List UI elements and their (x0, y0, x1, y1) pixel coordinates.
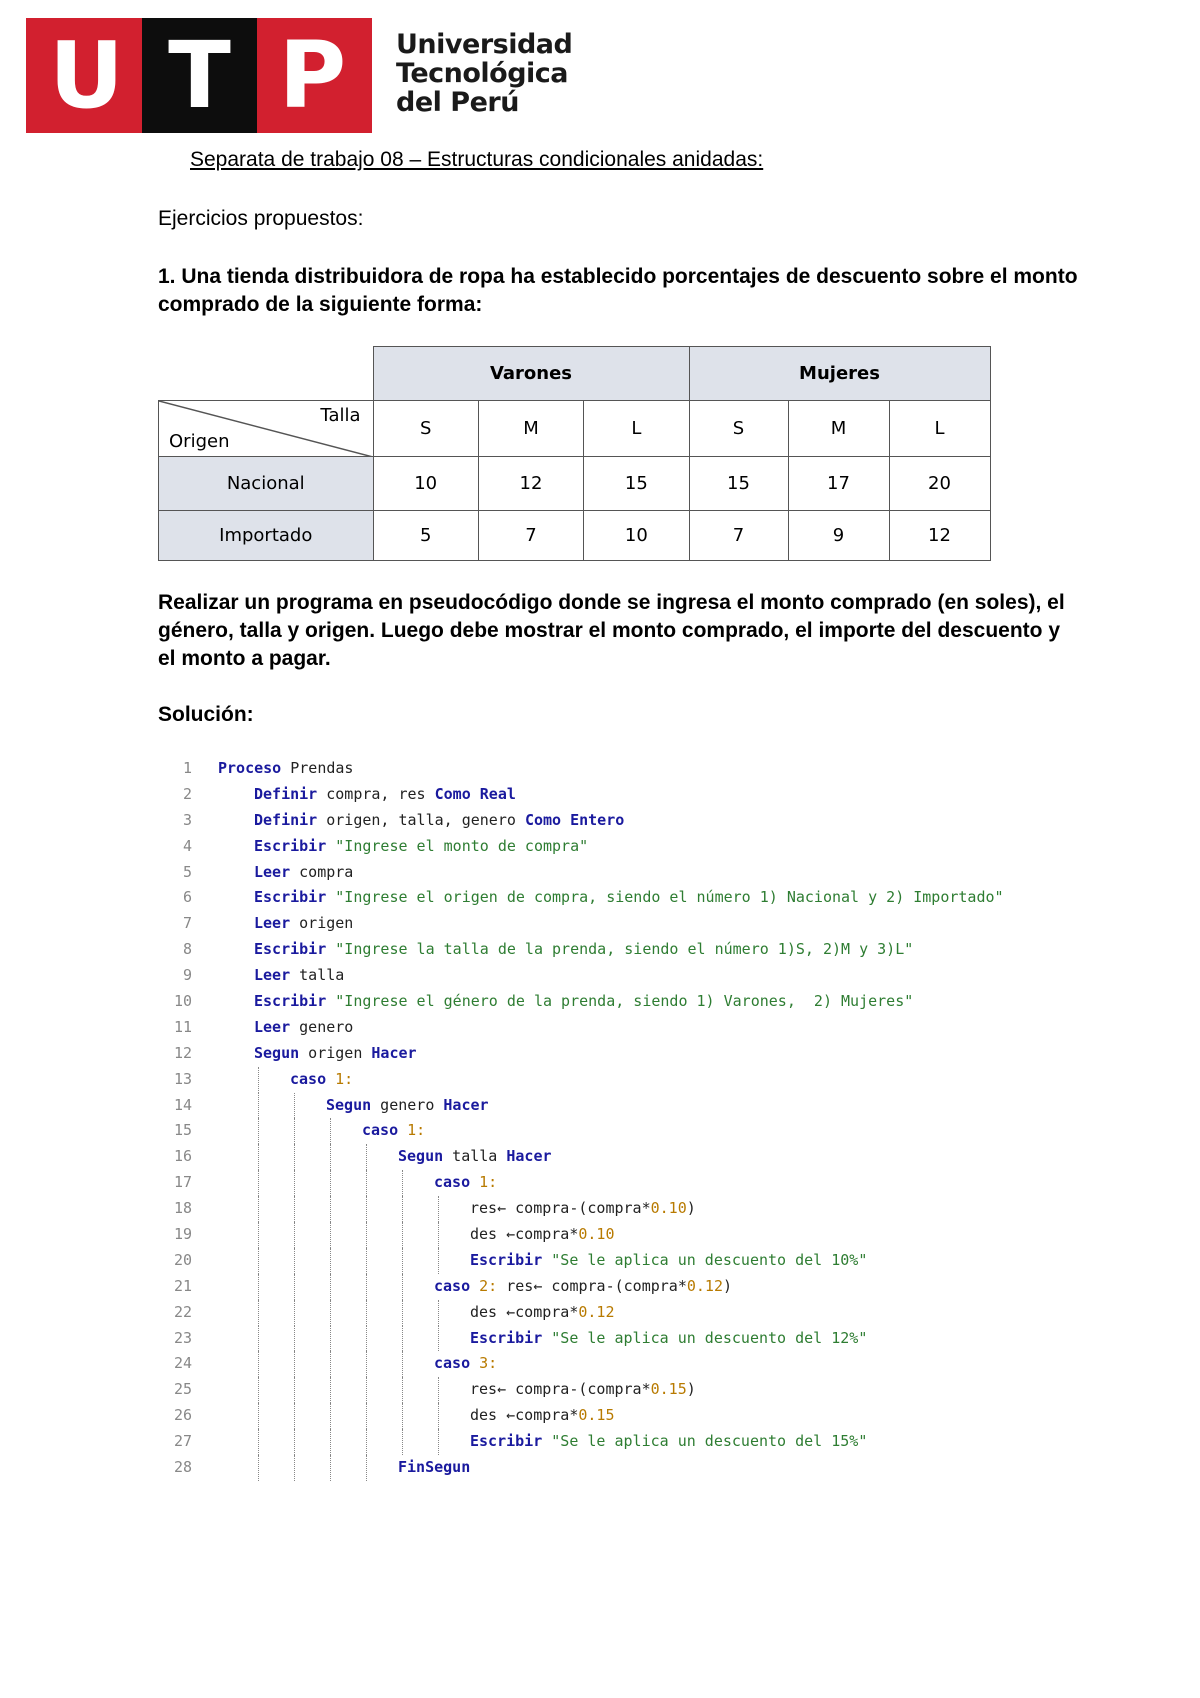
code-content (470, 1248, 867, 1274)
table-cell: 12 (889, 511, 990, 561)
indent-guide (438, 1403, 439, 1429)
code-number: 3: (470, 1354, 498, 1373)
group-header-mujeres: Mujeres (689, 347, 990, 401)
indent-guide (258, 1274, 259, 1300)
code-line (170, 834, 1004, 860)
indent-guide (330, 1222, 331, 1248)
code-content (254, 1015, 353, 1041)
code-content (434, 1351, 497, 1377)
code-string: "Ingrese la talla de la prenda, siendo el número 1)S, 2)M y 3)L" (326, 940, 914, 959)
line-number: 24 (173, 1354, 192, 1373)
table-row (159, 457, 991, 511)
code-keyword: Escribir (254, 992, 327, 1011)
indent-guide (438, 1377, 439, 1403)
code-content (254, 963, 344, 989)
code-number: 0.15 (650, 1380, 687, 1399)
indent-guide (294, 1170, 295, 1196)
code-content (470, 1326, 867, 1352)
indent-guide (366, 1429, 367, 1455)
indent-guide (366, 1144, 367, 1170)
code-text: genero (290, 1017, 354, 1036)
table-row (159, 511, 991, 561)
corner-talla-label: Talla (320, 405, 361, 426)
exercise-statement: 1. Una tienda distribuidora de ropa ha establecido porcentajes de descuento sobre el monto comprado de la siguiente forma: (158, 265, 1078, 316)
code-keyword: Leer (254, 862, 291, 881)
code-keyword: Como Real (434, 784, 516, 803)
indent-guide (258, 1248, 259, 1274)
code-number: 0.12 (686, 1276, 723, 1295)
code-number: 0.10 (578, 1225, 615, 1244)
indent-guide (438, 1429, 439, 1455)
line-number: 6 (182, 888, 192, 907)
indent-guide (294, 1455, 295, 1481)
indent-guide (402, 1248, 403, 1274)
code-text: talla (290, 966, 345, 985)
row-label-importado: Importado (159, 511, 374, 561)
code-content (434, 1274, 732, 1300)
code-line (170, 1015, 1004, 1041)
code-content (254, 834, 588, 860)
code-text: des ←compra* (470, 1302, 579, 1321)
code-content (470, 1222, 615, 1248)
indent-guide (366, 1351, 367, 1377)
table-cell: 15 (584, 457, 689, 511)
row-label-nacional: Nacional (159, 457, 374, 511)
indent-guide (330, 1403, 331, 1429)
indent-guide (258, 1326, 259, 1352)
indent-guide (294, 1274, 295, 1300)
indent-guide (258, 1170, 259, 1196)
code-number: 0.15 (578, 1406, 615, 1425)
code-text: origen (290, 914, 354, 933)
indent-guide (366, 1274, 367, 1300)
code-content (254, 808, 624, 834)
table-cell: 20 (889, 457, 990, 511)
group-header-varones: Varones (373, 347, 689, 401)
indent-guide (294, 1196, 295, 1222)
indent-guide (294, 1093, 295, 1119)
code-text: genero (371, 1095, 444, 1114)
table-cell: 9 (788, 511, 889, 561)
indent-guide (438, 1196, 439, 1222)
indent-guide (402, 1170, 403, 1196)
code-content (254, 885, 1004, 911)
code-content (470, 1403, 615, 1429)
code-line (170, 1041, 1004, 1067)
indent-guide (330, 1118, 331, 1144)
code-text: compra, res (317, 784, 435, 803)
code-keyword: Definir (254, 784, 318, 803)
code-text: des ←compra* (470, 1225, 579, 1244)
code-content (398, 1144, 552, 1170)
code-content (434, 1170, 497, 1196)
code-keyword: Leer (254, 1017, 291, 1036)
size-header: L (584, 401, 689, 457)
code-line (170, 1429, 1004, 1455)
code-keyword: Definir (254, 810, 318, 829)
line-number: 27 (173, 1432, 192, 1451)
corner-origen-label: Origen (169, 431, 230, 452)
code-keyword: FinSegun (398, 1458, 471, 1477)
indent-guide (294, 1222, 295, 1248)
code-keyword: caso (290, 1069, 327, 1088)
code-text: Prendas (281, 759, 354, 777)
indent-guide (402, 1274, 403, 1300)
line-number: 7 (182, 914, 192, 933)
table-corner-empty (159, 347, 374, 401)
indent-guide (402, 1300, 403, 1326)
logo-letter-t: T (168, 22, 231, 129)
code-line (170, 1093, 1004, 1119)
code-text: res← compra-(compra* (470, 1199, 651, 1218)
line-number: 5 (182, 862, 192, 881)
code-line (170, 1274, 1004, 1300)
document-title: Separata de trabajo 08 – Estructuras condicionales anidadas: (190, 148, 764, 171)
code-keyword: Segun (398, 1147, 444, 1166)
code-content (326, 1093, 489, 1119)
indent-guide (366, 1403, 367, 1429)
code-content (218, 756, 353, 782)
code-line (170, 1144, 1004, 1170)
code-string: "Se le aplica un descuento del 12%" (542, 1328, 868, 1347)
indent-guide (258, 1093, 259, 1119)
code-line (170, 989, 1004, 1015)
logo-letter-p: P (278, 22, 347, 129)
code-line (170, 1351, 1004, 1377)
table-corner-diagonal (159, 401, 374, 457)
table-cell: 12 (478, 457, 583, 511)
indent-guide (402, 1429, 403, 1455)
code-number: 1: (398, 1121, 426, 1140)
indent-guide (402, 1403, 403, 1429)
code-keyword: Hacer (506, 1147, 552, 1166)
line-number: 2 (182, 784, 192, 803)
indent-guide (294, 1144, 295, 1170)
table-cell: 5 (373, 511, 478, 561)
utp-logo (26, 18, 372, 133)
indent-guide (294, 1351, 295, 1377)
indent-guide (402, 1326, 403, 1352)
code-content (254, 989, 913, 1015)
line-number: 9 (182, 966, 192, 985)
table-cell: 7 (478, 511, 583, 561)
indent-guide (258, 1455, 259, 1481)
code-line (170, 860, 1004, 886)
size-header: M (788, 401, 889, 457)
code-string: "Ingrese el origen de compra, siendo el número 1) Nacional y 2) Importado" (326, 888, 1004, 907)
code-keyword: Escribir (470, 1250, 543, 1269)
line-number: 17 (173, 1173, 192, 1192)
code-content (398, 1455, 470, 1481)
indent-guide (294, 1403, 295, 1429)
indent-guide (258, 1067, 259, 1093)
university-name-line-1: Universidad (396, 29, 573, 60)
code-content (470, 1300, 615, 1326)
code-content (254, 937, 913, 963)
indent-guide (330, 1455, 331, 1481)
indent-guide (330, 1170, 331, 1196)
table-cell: 10 (373, 457, 478, 511)
code-text: compra (290, 862, 354, 881)
indent-guide (294, 1429, 295, 1455)
line-number: 22 (173, 1302, 192, 1321)
line-number: 4 (182, 836, 192, 855)
indent-guide (330, 1377, 331, 1403)
code-text: des ←compra* (470, 1406, 579, 1425)
indent-guide (258, 1222, 259, 1248)
indent-guide (330, 1196, 331, 1222)
code-line (170, 963, 1004, 989)
indent-guide (294, 1300, 295, 1326)
line-number: 20 (173, 1250, 192, 1269)
size-header: S (689, 401, 788, 457)
line-number: 10 (173, 992, 192, 1011)
indent-guide (258, 1196, 259, 1222)
code-keyword: caso (434, 1173, 471, 1192)
indent-guide (330, 1326, 331, 1352)
code-keyword: Proceso (218, 759, 282, 777)
code-line (170, 885, 1004, 911)
code-line (170, 808, 1004, 834)
size-header: S (373, 401, 478, 457)
indent-guide (438, 1300, 439, 1326)
indent-guide (366, 1222, 367, 1248)
code-keyword: Escribir (254, 836, 327, 855)
university-name-line-2: Tecnológica (396, 58, 569, 89)
code-line (170, 1377, 1004, 1403)
indent-guide (366, 1248, 367, 1274)
code-line (170, 1170, 1004, 1196)
code-line (170, 1067, 1004, 1093)
code-content (470, 1196, 696, 1222)
code-text: ) (686, 1380, 696, 1399)
code-text: ) (686, 1199, 696, 1218)
table-cell: 10 (584, 511, 689, 561)
indent-guide (366, 1300, 367, 1326)
table-cell: 17 (788, 457, 889, 511)
indent-guide (294, 1118, 295, 1144)
indent-guide (330, 1429, 331, 1455)
code-line (170, 782, 1004, 808)
university-name-line-3: del Perú (396, 87, 519, 118)
line-number: 19 (173, 1225, 192, 1244)
code-content (254, 782, 516, 808)
code-keyword: Leer (254, 966, 291, 985)
code-content (470, 1429, 867, 1455)
indent-guide (294, 1248, 295, 1274)
code-text: origen, talla, genero (317, 810, 525, 829)
code-content (290, 1067, 353, 1093)
code-content (254, 1041, 417, 1067)
indent-guide (330, 1274, 331, 1300)
line-number: 8 (182, 940, 192, 959)
indent-guide (402, 1351, 403, 1377)
line-number: 28 (173, 1458, 192, 1477)
logo-letter-u: U (49, 22, 124, 129)
code-keyword: Como Entero (524, 810, 625, 829)
line-number: 18 (173, 1199, 192, 1218)
code-line (170, 911, 1004, 937)
indent-guide (330, 1144, 331, 1170)
code-number: 0.10 (650, 1199, 687, 1218)
section-heading: Ejercicios propuestos: (158, 207, 364, 230)
code-line (170, 1326, 1004, 1352)
line-number: 12 (173, 1043, 192, 1062)
code-number: 1: (470, 1173, 498, 1192)
indent-guide (258, 1118, 259, 1144)
indent-guide (258, 1144, 259, 1170)
line-number: 1 (182, 759, 192, 777)
line-number: 23 (173, 1328, 192, 1347)
code-line (170, 937, 1004, 963)
line-number: 26 (173, 1406, 192, 1425)
code-text: res← compra-(compra* (497, 1276, 687, 1295)
indent-guide (438, 1222, 439, 1248)
code-keyword: Escribir (254, 940, 327, 959)
code-string: "Ingrese el género de la prenda, siendo 1) Varones, 2) Mujeres" (326, 992, 914, 1011)
indent-guide (402, 1222, 403, 1248)
indent-guide (438, 1326, 439, 1352)
indent-guide (330, 1351, 331, 1377)
code-line (170, 1403, 1004, 1429)
task-statement: Realizar un programa en pseudocódigo donde se ingresa el monto comprado (en soles), el género, talla y origen. Luego debe mostrar el monto comprado, el importe del descuento y el monto a pagar. (158, 591, 1065, 670)
code-content (470, 1377, 696, 1403)
code-string: "Se le aplica un descuento del 10%" (542, 1250, 868, 1269)
indent-guide (366, 1196, 367, 1222)
size-header: L (889, 401, 990, 457)
line-number: 15 (173, 1121, 192, 1140)
line-number: 14 (173, 1095, 192, 1114)
code-keyword: Escribir (470, 1328, 543, 1347)
code-content (362, 1118, 425, 1144)
line-number: 25 (173, 1380, 192, 1399)
table-cell: 7 (689, 511, 788, 561)
indent-guide (258, 1351, 259, 1377)
code-line (170, 756, 1004, 782)
indent-guide (366, 1326, 367, 1352)
indent-guide (402, 1377, 403, 1403)
line-number: 21 (173, 1276, 192, 1295)
code-keyword: Escribir (470, 1432, 543, 1451)
code-line (170, 1248, 1004, 1274)
code-text: ) (723, 1276, 733, 1295)
code-line (170, 1196, 1004, 1222)
code-line (170, 1455, 1004, 1481)
indent-guide (366, 1377, 367, 1403)
indent-guide (330, 1300, 331, 1326)
code-keyword: caso (434, 1354, 471, 1373)
code-line (170, 1118, 1004, 1144)
code-text: res← compra-(compra* (470, 1380, 651, 1399)
code-keyword: Escribir (254, 888, 327, 907)
code-keyword: Segun (254, 1043, 300, 1062)
line-number: 16 (173, 1147, 192, 1166)
indent-guide (330, 1248, 331, 1274)
indent-guide (294, 1326, 295, 1352)
line-number: 3 (182, 810, 192, 829)
code-number: 2: (470, 1276, 498, 1295)
pseudocode-listing (170, 756, 1004, 1481)
code-keyword: Hacer (371, 1043, 417, 1062)
indent-guide (258, 1377, 259, 1403)
code-string: "Se le aplica un descuento del 15%" (542, 1432, 868, 1451)
indent-guide (294, 1377, 295, 1403)
solution-heading: Solución: (158, 703, 254, 726)
indent-guide (258, 1429, 259, 1455)
code-text: origen (299, 1043, 372, 1062)
code-keyword: Leer (254, 914, 291, 933)
code-line (170, 1300, 1004, 1326)
code-number: 1: (326, 1069, 354, 1088)
university-name (396, 30, 572, 117)
discount-table (158, 346, 991, 561)
line-number: 11 (173, 1017, 192, 1036)
indent-guide (438, 1248, 439, 1274)
code-text: talla (443, 1147, 507, 1166)
indent-guide (366, 1170, 367, 1196)
code-line (170, 1222, 1004, 1248)
indent-guide (402, 1196, 403, 1222)
code-keyword: Hacer (443, 1095, 489, 1114)
code-keyword: caso (362, 1121, 399, 1140)
size-header: M (478, 401, 583, 457)
indent-guide (258, 1403, 259, 1429)
line-number: 13 (173, 1069, 192, 1088)
code-string: "Ingrese el monto de compra" (326, 836, 589, 855)
code-keyword: caso (434, 1276, 471, 1295)
indent-guide (258, 1300, 259, 1326)
code-content (254, 860, 353, 886)
code-keyword: Segun (326, 1095, 372, 1114)
code-number: 0.12 (578, 1302, 615, 1321)
code-content (254, 911, 353, 937)
table-cell: 15 (689, 457, 788, 511)
indent-guide (366, 1455, 367, 1481)
